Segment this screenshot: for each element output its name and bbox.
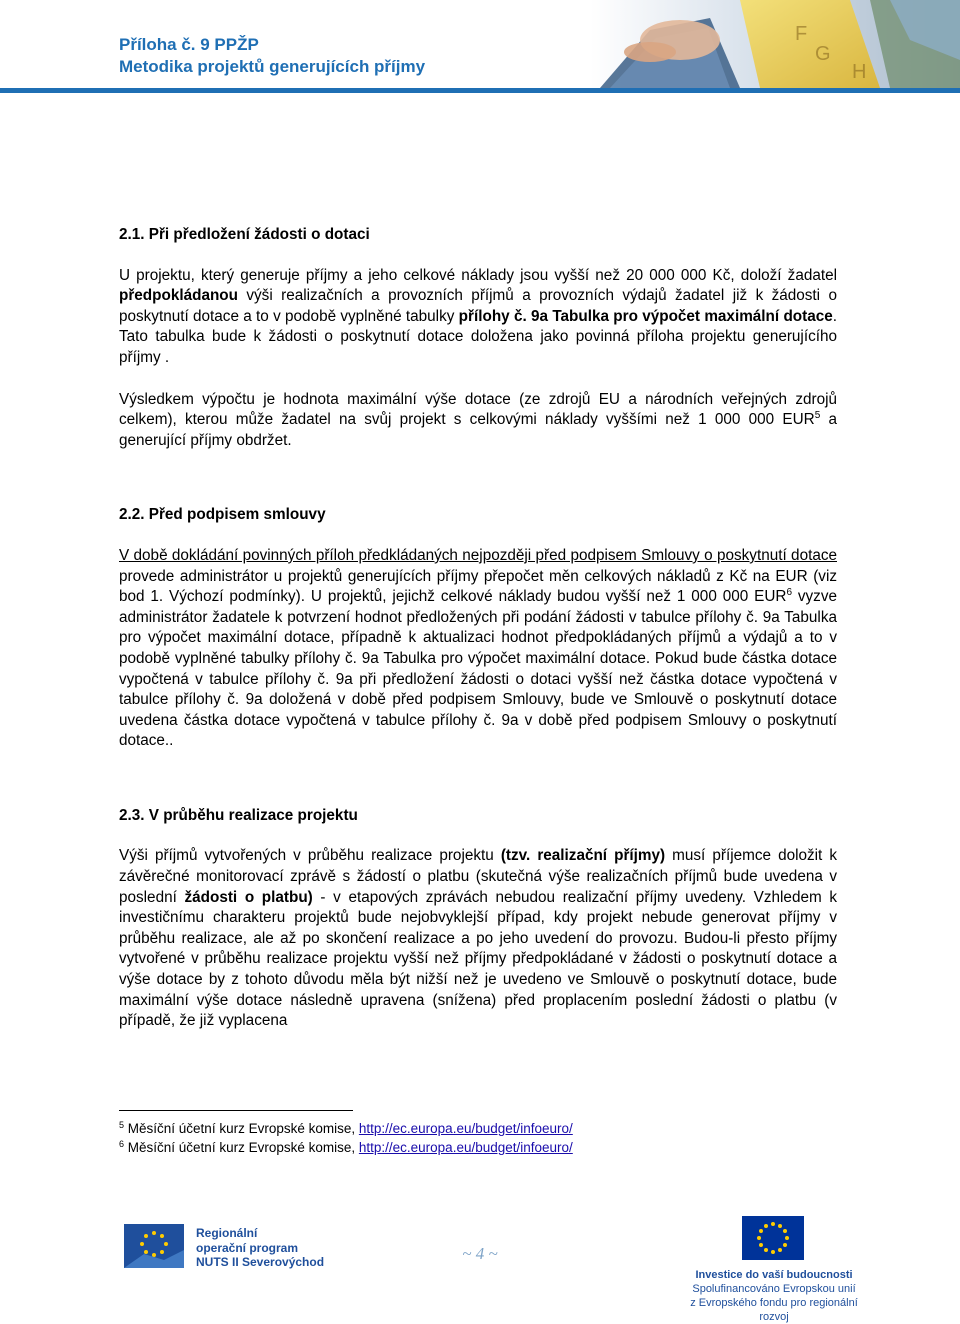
document-body — [119, 225, 837, 1032]
paragraph-2-1-b: Výsledkem výpočtu je hodnota maximální výše dotace (ze zdrojů EU a národních veřejných zdrojů celkem), kterou může žadatel na svůj projekt s celkovými náklady vyššími než 1 000 000 EUR$^5$ a generující příjmy obdržet. — [119, 390, 837, 449]
section-heading-2-2: 2.2. Před podpisem smlouvy — [119, 506, 326, 524]
footnote-6-link[interactable]: http://ec.europa.eu/budget/infoeuro/ — [358, 1140, 573, 1155]
page-header — [0, 0, 960, 92]
section-heading-2-1: 2.1. Při předložení žádosti o dotaci — [119, 226, 370, 243]
svg-text:F: F — [795, 23, 808, 45]
header-title — [119, 34, 425, 78]
footnote-ref-5[interactable]: 5 — [814, 410, 821, 422]
header-title-line1: Příloha č. 9 PPŽP — [119, 35, 259, 54]
footnote-6: $^6$ Měsíční účetní kurz Evropské komise, http://ec.europa.eu/budget/infoeuro/ — [119, 1139, 573, 1155]
header-photo-hand-calculator — [590, 0, 960, 88]
paragraph-2-3: Výši příjmů vytvořených v průběhu realizace projektu (tzv. realizační příjmy) musí příjemce doložit k závěrečné monitorovací zprávě s žádostí o platbu (skutečná výše realizačních příjmů bude uvedena v poslední žádosti o platbu) - v etapových zprávách nebudou realizační příjmy uvedeny. Vzhledem k investičnímu charakteru projektů bude nejobvyklejší případ, kdy projekt nebude generovat příjmy v průběhu realizace, ale až po skončení realizace a po jeho uvedení do provozu. Budou-li přesto příjmy vytvořené v průběhu realizace projektu vyšší než příjmy předpokládané v žádosti o poskytnutí dotace a výše dotace by z tohoto důvodu měla být nižší než je uvedeno ve Smlouvě o poskytnutí dotace, bude maximální výše dotace následně upravena (snížena) před proplacením poslední žádosti o platbu (v případě, že již vyplacena — [119, 847, 837, 1030]
header-title-line2: Metodika projektů generujících příjmy — [119, 57, 426, 76]
footnote-ref-6[interactable]: 6 — [786, 587, 792, 599]
svg-text:H: H — [852, 61, 867, 83]
paragraph-2-1-a: U projektu, který generuje příjmy a jeho celkové náklady jsou vyšší než 20 000 000 Kč, doloží žadatel předpokládanou výši realizačních a provozních příjmů a provozních výdajů žadatel již k žádosti o poskytnutí dotace a to v podobě vyplněné tabulky přílohy č. 9a Tabulka pro výpočet maximální dotace. Tato tabulka bude k žádosti o poskytnutí dotace doložena jako povinná příloha projektu generujícího příjmy . — [119, 266, 837, 366]
eu-flag-icon — [742, 1216, 804, 1260]
footnote-5: $^5$ Měsíční účetní kurz Evropské komise, http://ec.europa.eu/budget/infoeuro/ — [119, 1120, 573, 1136]
rop-logo-text: Regionální operační program NUTS II Severovýchod — [196, 1226, 325, 1269]
eu-funding-text: Investice do vaší budoucnosti Spolufinancováno Evropskou unií z Evropského fondu pro regionální rozvoj — [690, 1269, 858, 1323]
footnote-5-link[interactable]: http://ec.europa.eu/budget/infoeuro/ — [358, 1121, 573, 1136]
paragraph-2-2: V době dokládání povinných příloh předkládaných nejpozději před podpisem Smlouvy o poskytnutí dotace provede administrátor u projektů generujících příjmy přepočet měn celkových nákladů z Kč na EUR (viz bod 1. Výchozí podmínky). U projektů, jejichž celkové náklady budou vyšší než 1 000 000 EUR$^6$ vyzve administrátor žadatele k potvrzení hodnot předložených při podání žádosti v tabulce přílohy č. 9a Tabulka pro výpočet maximální dotace, případně k aktualizaci hodnot předpokládaných příjmů a výdajů a to v podobě vyplněné tabulky přílohy č. 9a Tabulka pro výpočet maximální dotace. Pokud bude částka dotace vypočtená v tabulce přílohy č. 9a při předložení žádosti o dotaci vyšší než částka dotace vypočtená v tabulce přílohy č. 9a doložená v době před podpisem Smlouvy, bude ve Smlouvě o poskytnutí dotace uvedena částka dotace vypočtená v tabulce přílohy č. 9a v době před podpisem Smlouvy o poskytnutí dotace.. — [119, 546, 837, 750]
section-heading-2-3: 2.3. V průběhu realizace projektu — [119, 806, 358, 824]
header-divider — [0, 88, 960, 93]
svg-text:G: G — [815, 43, 831, 65]
page-number: ~ 4 ~ — [462, 1244, 498, 1263]
footnote-separator — [119, 1110, 353, 1111]
footnotes — [119, 1119, 819, 1157]
